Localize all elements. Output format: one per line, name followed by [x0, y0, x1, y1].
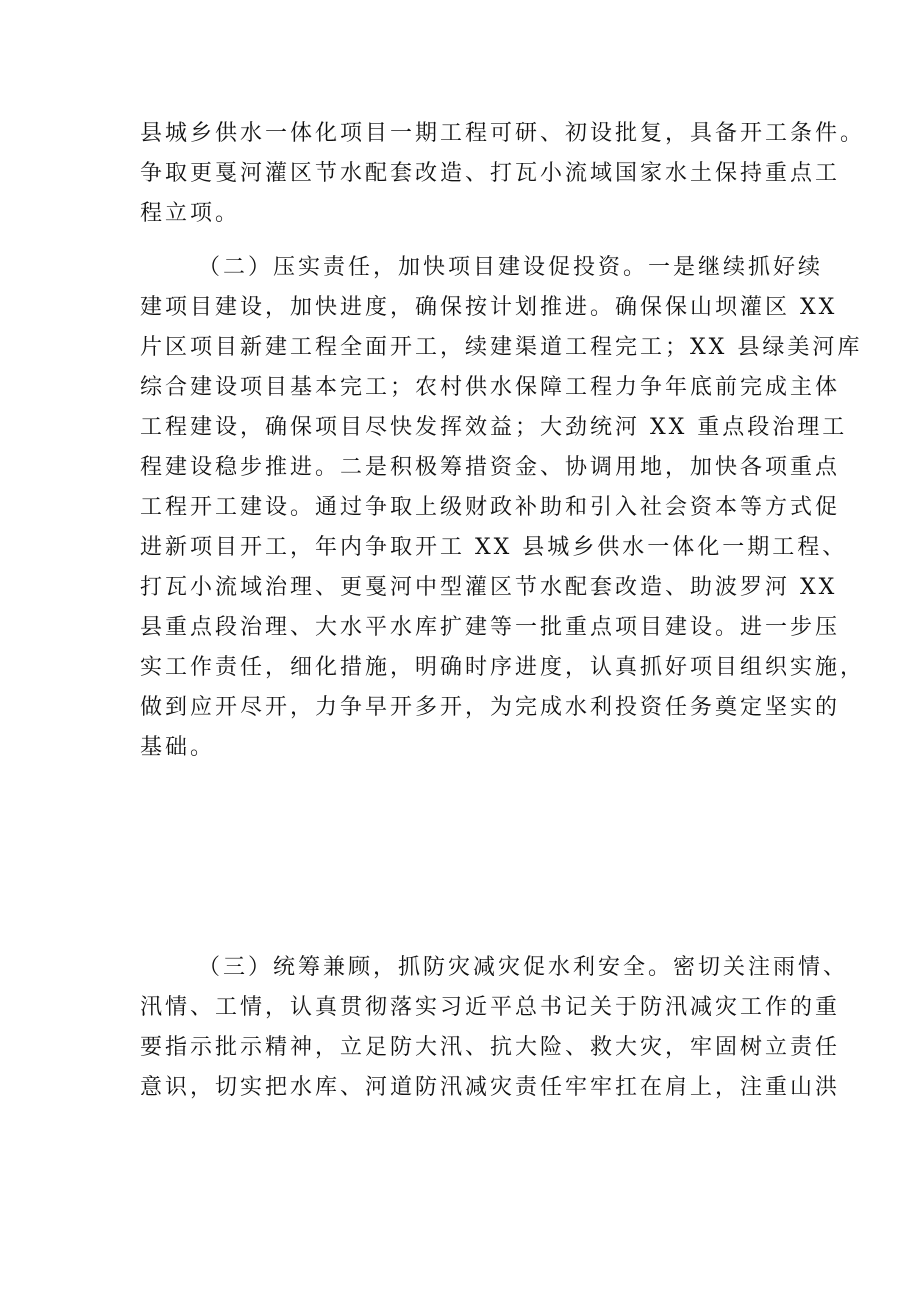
- paragraph-line: （三）统筹兼顾，抓防灾减灾促水利安全。密切关注雨情、: [198, 955, 849, 980]
- paragraph-line: 争取更戛河灌区节水配套改造、打瓦小流域国家水土保持重点工: [140, 161, 841, 186]
- paragraph-line: 片区项目新建工程全面开工，续建渠道工程完工；XX 县绿美河库: [140, 335, 863, 360]
- paragraph-line: 汛情、工情，认真贯彻落实习近平总书记关于防汛减灾工作的重: [140, 995, 841, 1020]
- paragraph-line: 意识，切实把水库、河道防汛减灾责任牢牢扛在肩上，注重山洪: [140, 1075, 841, 1100]
- paragraph-line: 综合建设项目基本完工；农村供水保障工程力争年底前完成主体: [140, 375, 841, 400]
- paragraph-line: 实工作责任，细化措施，明确时序进度，认真抓好项目组织实施，: [140, 655, 866, 680]
- paragraph-water-supply-approval: [140, 114, 866, 234]
- paragraph-line: 工程开工建设。通过争取上级财政补助和引入社会资本等方式促: [140, 495, 841, 520]
- paragraph-line: 县城乡供水一体化项目一期工程可研、初设批复，具备开工条件。: [140, 121, 866, 146]
- paragraph-line: （二）压实责任，加快项目建设促投资。一是继续抓好续: [198, 255, 824, 280]
- paragraph-line: 进新项目开工，年内争取开工 XX 县城乡供水一体化一期工程、: [140, 535, 848, 560]
- paragraph-disaster-prevention: [140, 948, 849, 1108]
- paragraph-line: 程建设稳步推进。二是积极筹措资金、协调用地，加快各项重点: [140, 455, 841, 480]
- paragraph-line: 做到应开尽开，力争早开多开，为完成水利投资任务奠定坚实的: [140, 695, 841, 720]
- paragraph-line: 要指示批示精神，立足防大汛、抗大险、救大灾，牢固树立责任: [140, 1035, 841, 1060]
- paragraph-line: 基础。: [140, 735, 216, 760]
- paragraph-line: 工程建设，确保项目尽快发挥效益；大劲统河 XX 重点段治理工: [140, 415, 848, 440]
- paragraph-line: 程立项。: [140, 201, 241, 226]
- paragraph-line: 县重点段治理、大水平水库扩建等一批重点项目建设。进一步压: [140, 615, 841, 640]
- paragraph-project-construction: [140, 248, 866, 768]
- paragraph-line: 打瓦小流域治理、更戛河中型灌区节水配套改造、助波罗河 XX: [140, 575, 838, 600]
- paragraph-line: 建项目建设，加快进度，确保按计划推进。确保保山坝灌区 XX: [140, 295, 838, 320]
